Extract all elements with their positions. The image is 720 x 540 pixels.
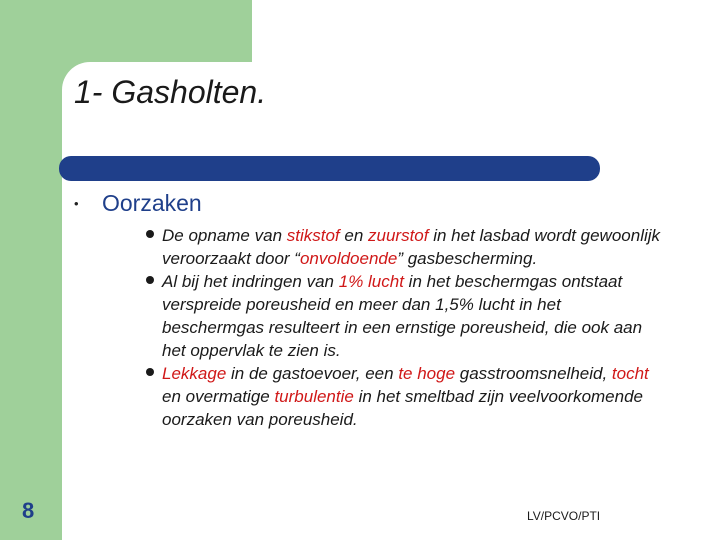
list-item-text (162, 362, 662, 431)
highlight-text: zuurstof (368, 226, 429, 245)
highlight-text: turbulentie (274, 387, 354, 406)
text-segment: in het smeltbad zijn veelvoorkomende oorzaken van poreusheid. (162, 387, 644, 429)
heading-bullet: • (74, 196, 79, 211)
list-item-text (162, 270, 662, 362)
list-item-text (162, 224, 662, 270)
text-segment: De opname van (162, 226, 287, 245)
cause-list (146, 224, 666, 431)
highlight-text: stikstof (286, 226, 340, 245)
text-segment: en overmatige (162, 387, 275, 406)
highlight-text: Lekkage (162, 364, 227, 383)
bullet-dot-icon (146, 230, 154, 238)
text-segment: in de gastoevoer, een (226, 364, 399, 383)
highlight-text: 1% lucht (338, 272, 404, 291)
title-divider-bar (59, 156, 600, 181)
section-heading: Oorzaken (102, 190, 202, 216)
text-segment: in het beschermgas ontstaat verspreide poreusheid en meer dan 1,5% lucht in het beschermgas resulteert in een ernstige poreusheid, die ook aan het oppervlak te zien is. (162, 272, 643, 360)
text-segment: ” gasbescherming. (397, 249, 538, 268)
page-number: 8 (22, 498, 35, 523)
list-item (146, 362, 666, 431)
bullet-dot-icon (146, 276, 154, 284)
text-segment: gasstroomsnelheid, (455, 364, 612, 383)
bullet-dot-icon (146, 368, 154, 376)
highlight-text: te hoge (398, 364, 456, 383)
highlight-text: tocht (611, 364, 649, 383)
text-segment: en (339, 226, 369, 245)
footer-text: LV/PCVO/PTI (527, 509, 601, 523)
slide-title: 1- Gasholten. (74, 74, 267, 110)
highlight-text: onvoldoende (299, 249, 398, 268)
list-item (146, 270, 666, 362)
text-segment: Al bij het indringen van (162, 272, 339, 291)
text-segment: in het lasbad wordt gewoonlijk veroorzaakt door “ (162, 226, 661, 268)
list-item (146, 224, 666, 270)
